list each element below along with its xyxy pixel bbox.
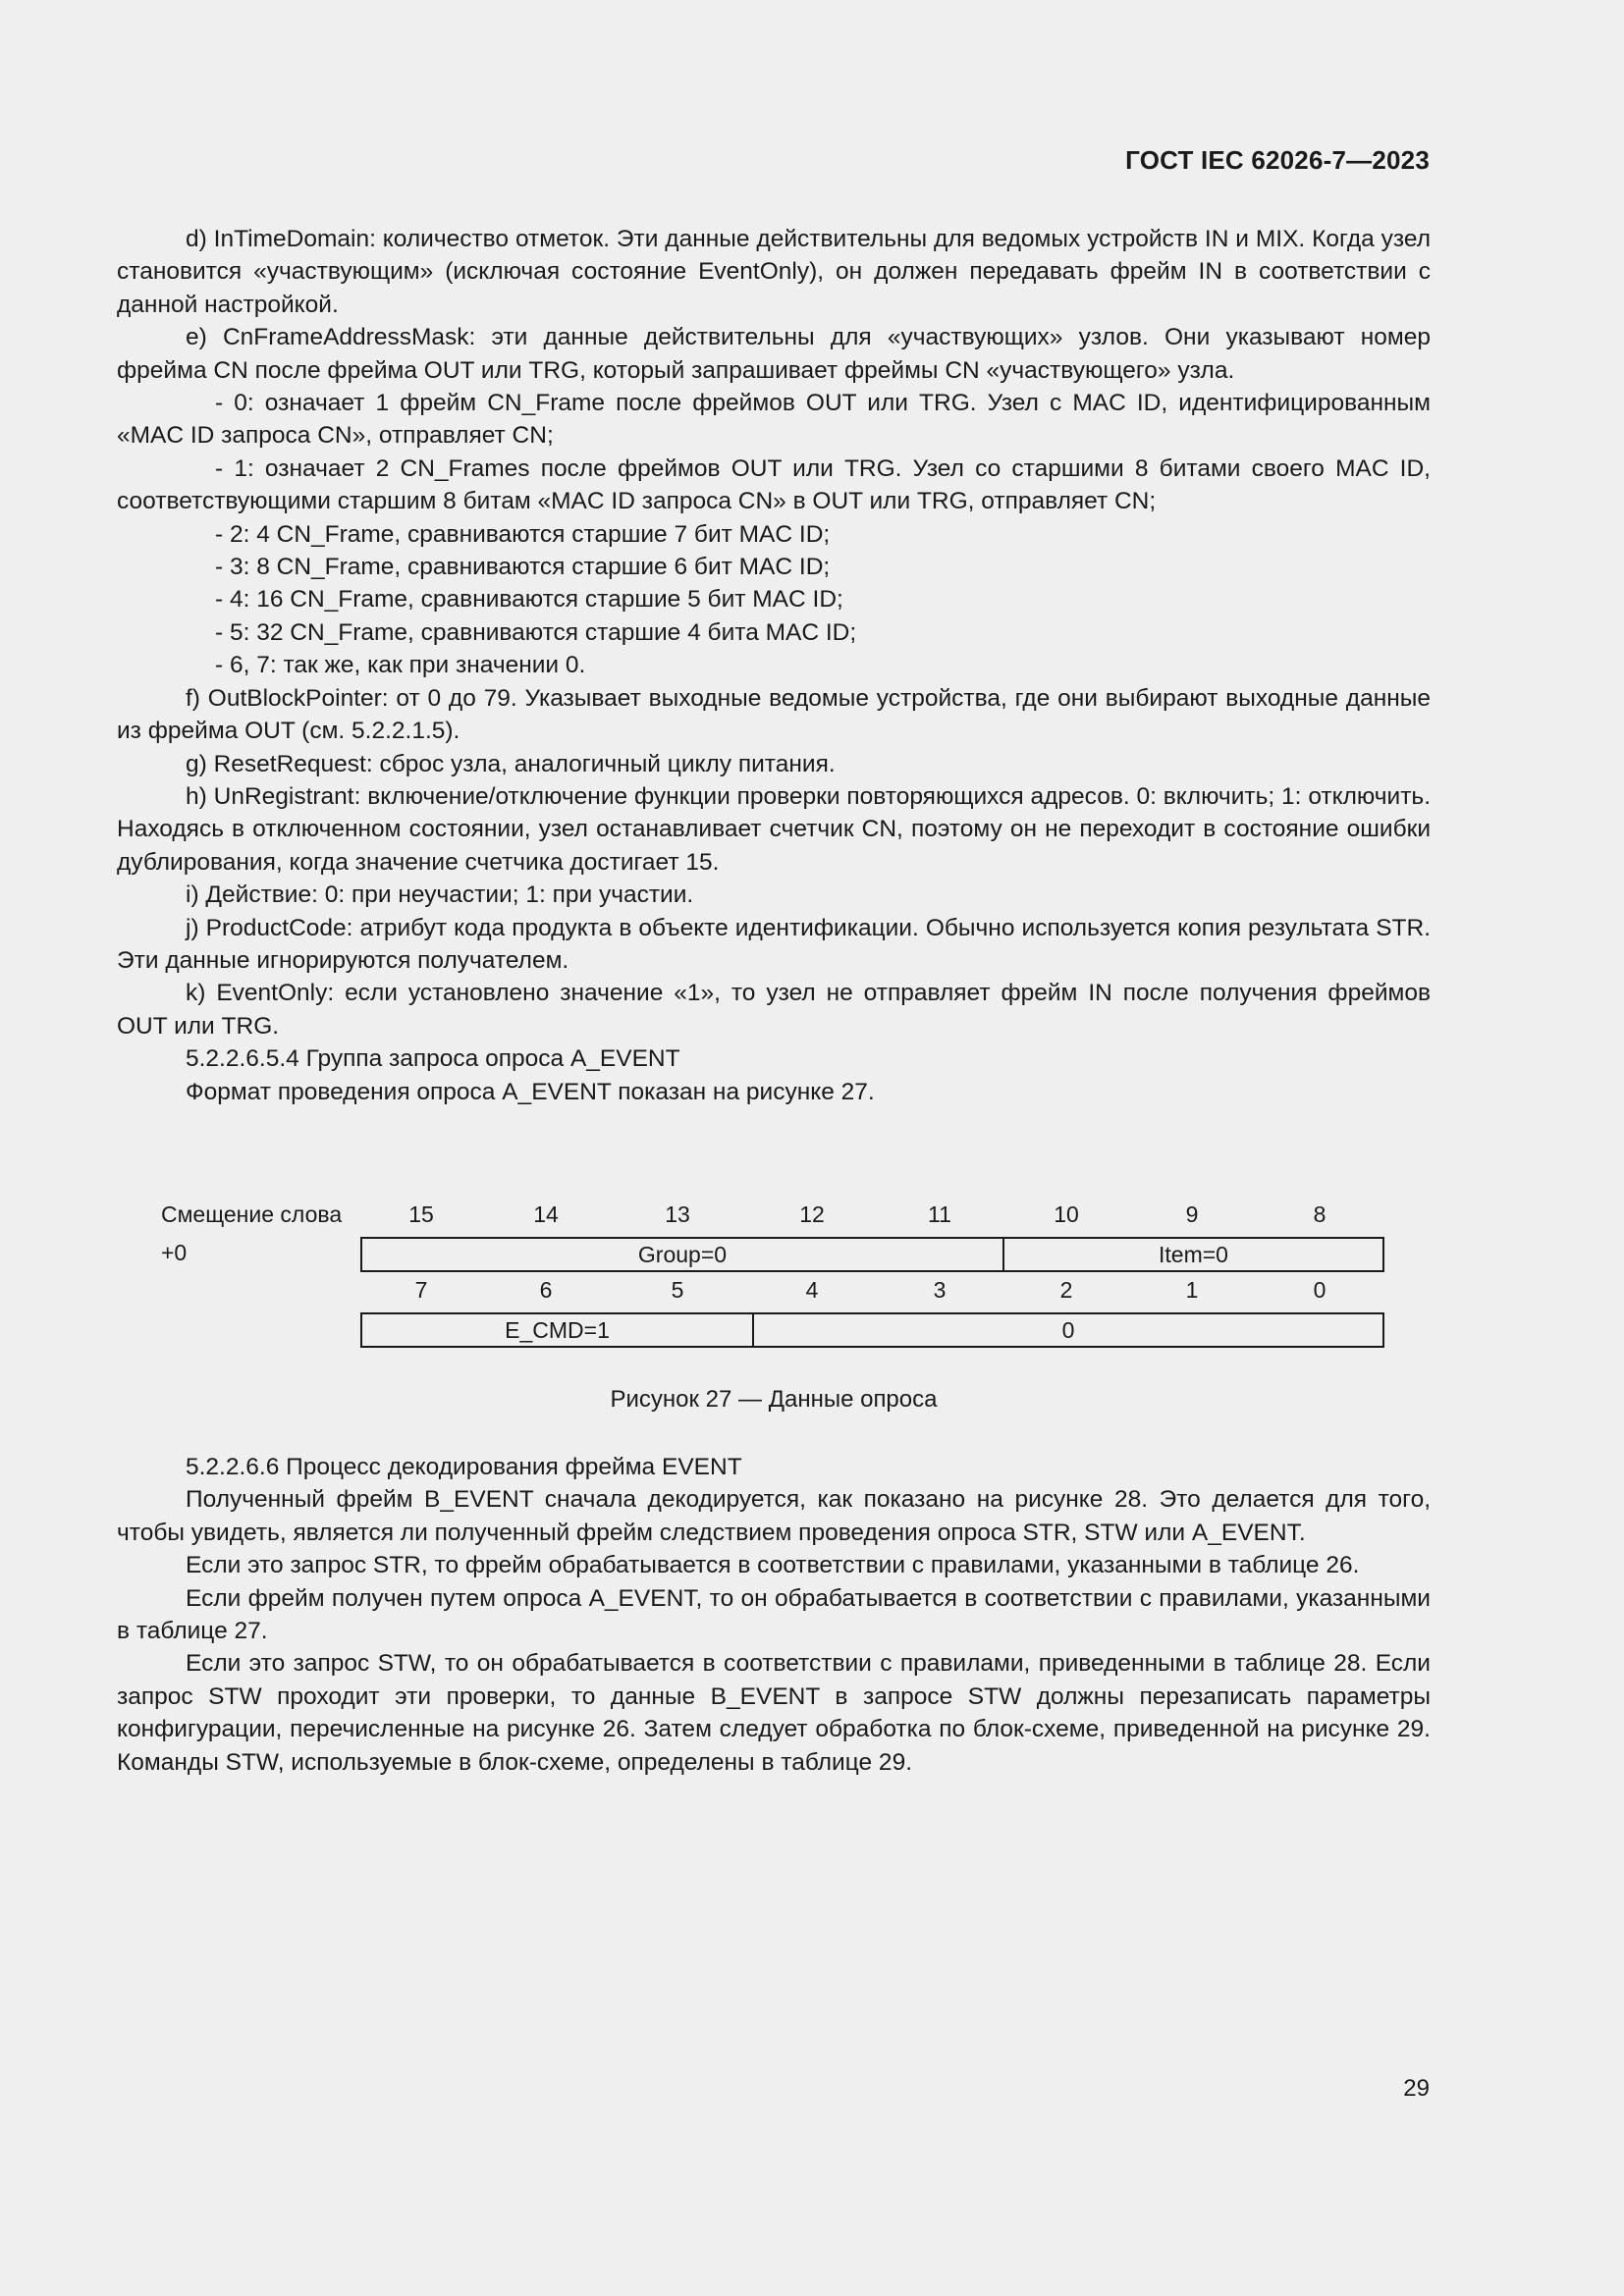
e-cmd-field: E_CMD=1 [362, 1314, 754, 1346]
zero-field: 0 [1061, 1316, 1075, 1343]
bit-label: 14 [533, 1201, 559, 1227]
bit-label: 0 [1313, 1277, 1326, 1303]
bit-label: 1 [1185, 1277, 1199, 1303]
paragraph: Полученный фрейм B_EVENT сначала декодируется, как показано на рисунке 28. Это делается для того, чтобы увидеть, является ли полученный фрейм следствием проведения опроса STR, STW или A_EVENT. [117, 1486, 1431, 1546]
section-heading: 5.2.2.6.6 Процесс декодирования фрейма EVENT [186, 1454, 742, 1480]
list-item: - 1: означает 2 CN_Frames после фреймов OUT или TRG. Узел со старшими 8 битами своего MAC ID, соответствующими старшим 8 битам «MAC ID запроса CN» в OUT или TRG, отправляет CN; [117, 454, 1431, 515]
bit-label: 4 [805, 1277, 819, 1303]
text-block-top [117, 223, 1431, 1108]
register-row-low [360, 1312, 1384, 1348]
text-block-bottom [117, 1451, 1431, 1779]
list-item: - 0: означает 1 фрейм CN_Frame после фреймов OUT или TRG. Узел с MAC ID, идентифицированным «MAC ID запроса CN», отправляет CN; [117, 390, 1431, 450]
bit-label: 7 [414, 1277, 428, 1303]
register-row-high [360, 1237, 1384, 1272]
offset-value: +0 [161, 1240, 188, 1265]
bit-label: 13 [665, 1201, 690, 1227]
bit-label: 8 [1313, 1201, 1326, 1227]
bit-label: 5 [671, 1277, 684, 1303]
bit-label: 15 [408, 1201, 434, 1227]
paragraph: i) Действие: 0: при неучастии; 1: при участии. [186, 881, 694, 909]
page-number: 29 [1403, 2075, 1430, 2102]
bit-label: 12 [799, 1201, 825, 1227]
list-item: - 4: 16 CN_Frame, сравниваются старшие 5 бит MAC ID; [215, 586, 843, 614]
paragraph: Формат проведения опроса A_EVENT показан на рисунке 27. [186, 1078, 875, 1105]
bit-label: 6 [539, 1277, 553, 1303]
list-item: - 3: 8 CN_Frame, сравниваются старшие 6 бит MAC ID; [215, 554, 831, 581]
section-heading: 5.2.2.6.5.4 Группа запроса опроса A_EVENT [186, 1045, 680, 1073]
bit-header-high [117, 1201, 1431, 1231]
list-item: - 5: 32 CN_Frame, сравниваются старшие 4 бита MAC ID; [215, 618, 857, 646]
paragraph: Если это запрос STR, то фрейм обрабатывается в соответствии с правилами, указанными в таблице 26. [186, 1552, 1360, 1579]
paragraph: j) ProductCode: атрибут кода продукта в объекте идентификации. Обычно используется копия результата STR. Эти данные игнорируются получателем. [117, 914, 1431, 974]
bit-label: 10 [1054, 1201, 1079, 1227]
bit-label: 9 [1185, 1201, 1199, 1227]
bit-label: 2 [1059, 1277, 1073, 1303]
paragraph: g) ResetRequest: сброс узла, аналогичный циклу питания. [186, 750, 836, 777]
paragraph: Если фрейм получен путем опроса A_EVENT, то он обрабатывается в соответствии с правилами, указанными в таблице 27. [117, 1584, 1431, 1645]
bit-label: 11 [928, 1201, 951, 1227]
group-field: Group=0 [362, 1239, 1004, 1270]
paragraph: f) OutBlockPointer: от 0 до 79. Указывает выходные ведомые устройства, где они выбирают выходные данные из фрейма OUT (см. 5.2.2.1.5). [117, 684, 1431, 745]
paragraph: k) EventOnly: если установлено значение «1», то узел не отправляет фрейм IN после получения фреймов OUT или TRG. [117, 980, 1431, 1040]
paragraph: d) InTimeDomain: количество отметок. Эти данные действительны для ведомых устройств IN и MIX. Когда узел становится «участвующим» (исключая состояние EventOnly), он должен передавать фрейм IN в соответствии с данной настройкой. [117, 226, 1431, 318]
list-item: - 2: 4 CN_Frame, сравниваются старшие 7 бит MAC ID; [215, 520, 831, 548]
paragraph: h) UnRegistrant: включение/отключение функции проверки повторяющихся адресов. 0: включить; 1: отключить. Находясь в отключенном состоянии, узел останавливает счетчик CN, поэтому он не переходит в состояние ошибки дублирования, когда значение счетчика достигает 15. [117, 782, 1431, 876]
offset-label: Смещение слова [161, 1201, 343, 1227]
bit-label: 3 [933, 1277, 947, 1303]
paragraph: e) CnFrameAddressMask: эти данные действительны для «участвующих» узлов. Они указывают номер фрейма CN после фрейма OUT или TRG, который запрашивает фреймы CN «участвующего» узла. [117, 324, 1431, 384]
paragraph: Если это запрос STW, то он обрабатывается в соответствии с правилами, приведенными в таблице 28. Если запрос STW проходит эти проверки, то данные B_EVENT в запросе STW должны перезаписать параметры конфигурации, перечисленные на рисунке 26. Затем следует обработка по блок-схеме, приведенной на рисунке 29. Команды STW, используемые в блок-схеме, определены в таблице 29. [117, 1650, 1431, 1776]
document-code: ГОСТ IEC 62026-7—2023 [1125, 145, 1430, 175]
list-item: - 6, 7: так же, как при значении 0. [215, 652, 586, 679]
item-field: Item=0 [1159, 1241, 1228, 1267]
bit-header-low [117, 1277, 1431, 1307]
figure-caption: Рисунок 27 — Данные опроса [610, 1386, 938, 1413]
